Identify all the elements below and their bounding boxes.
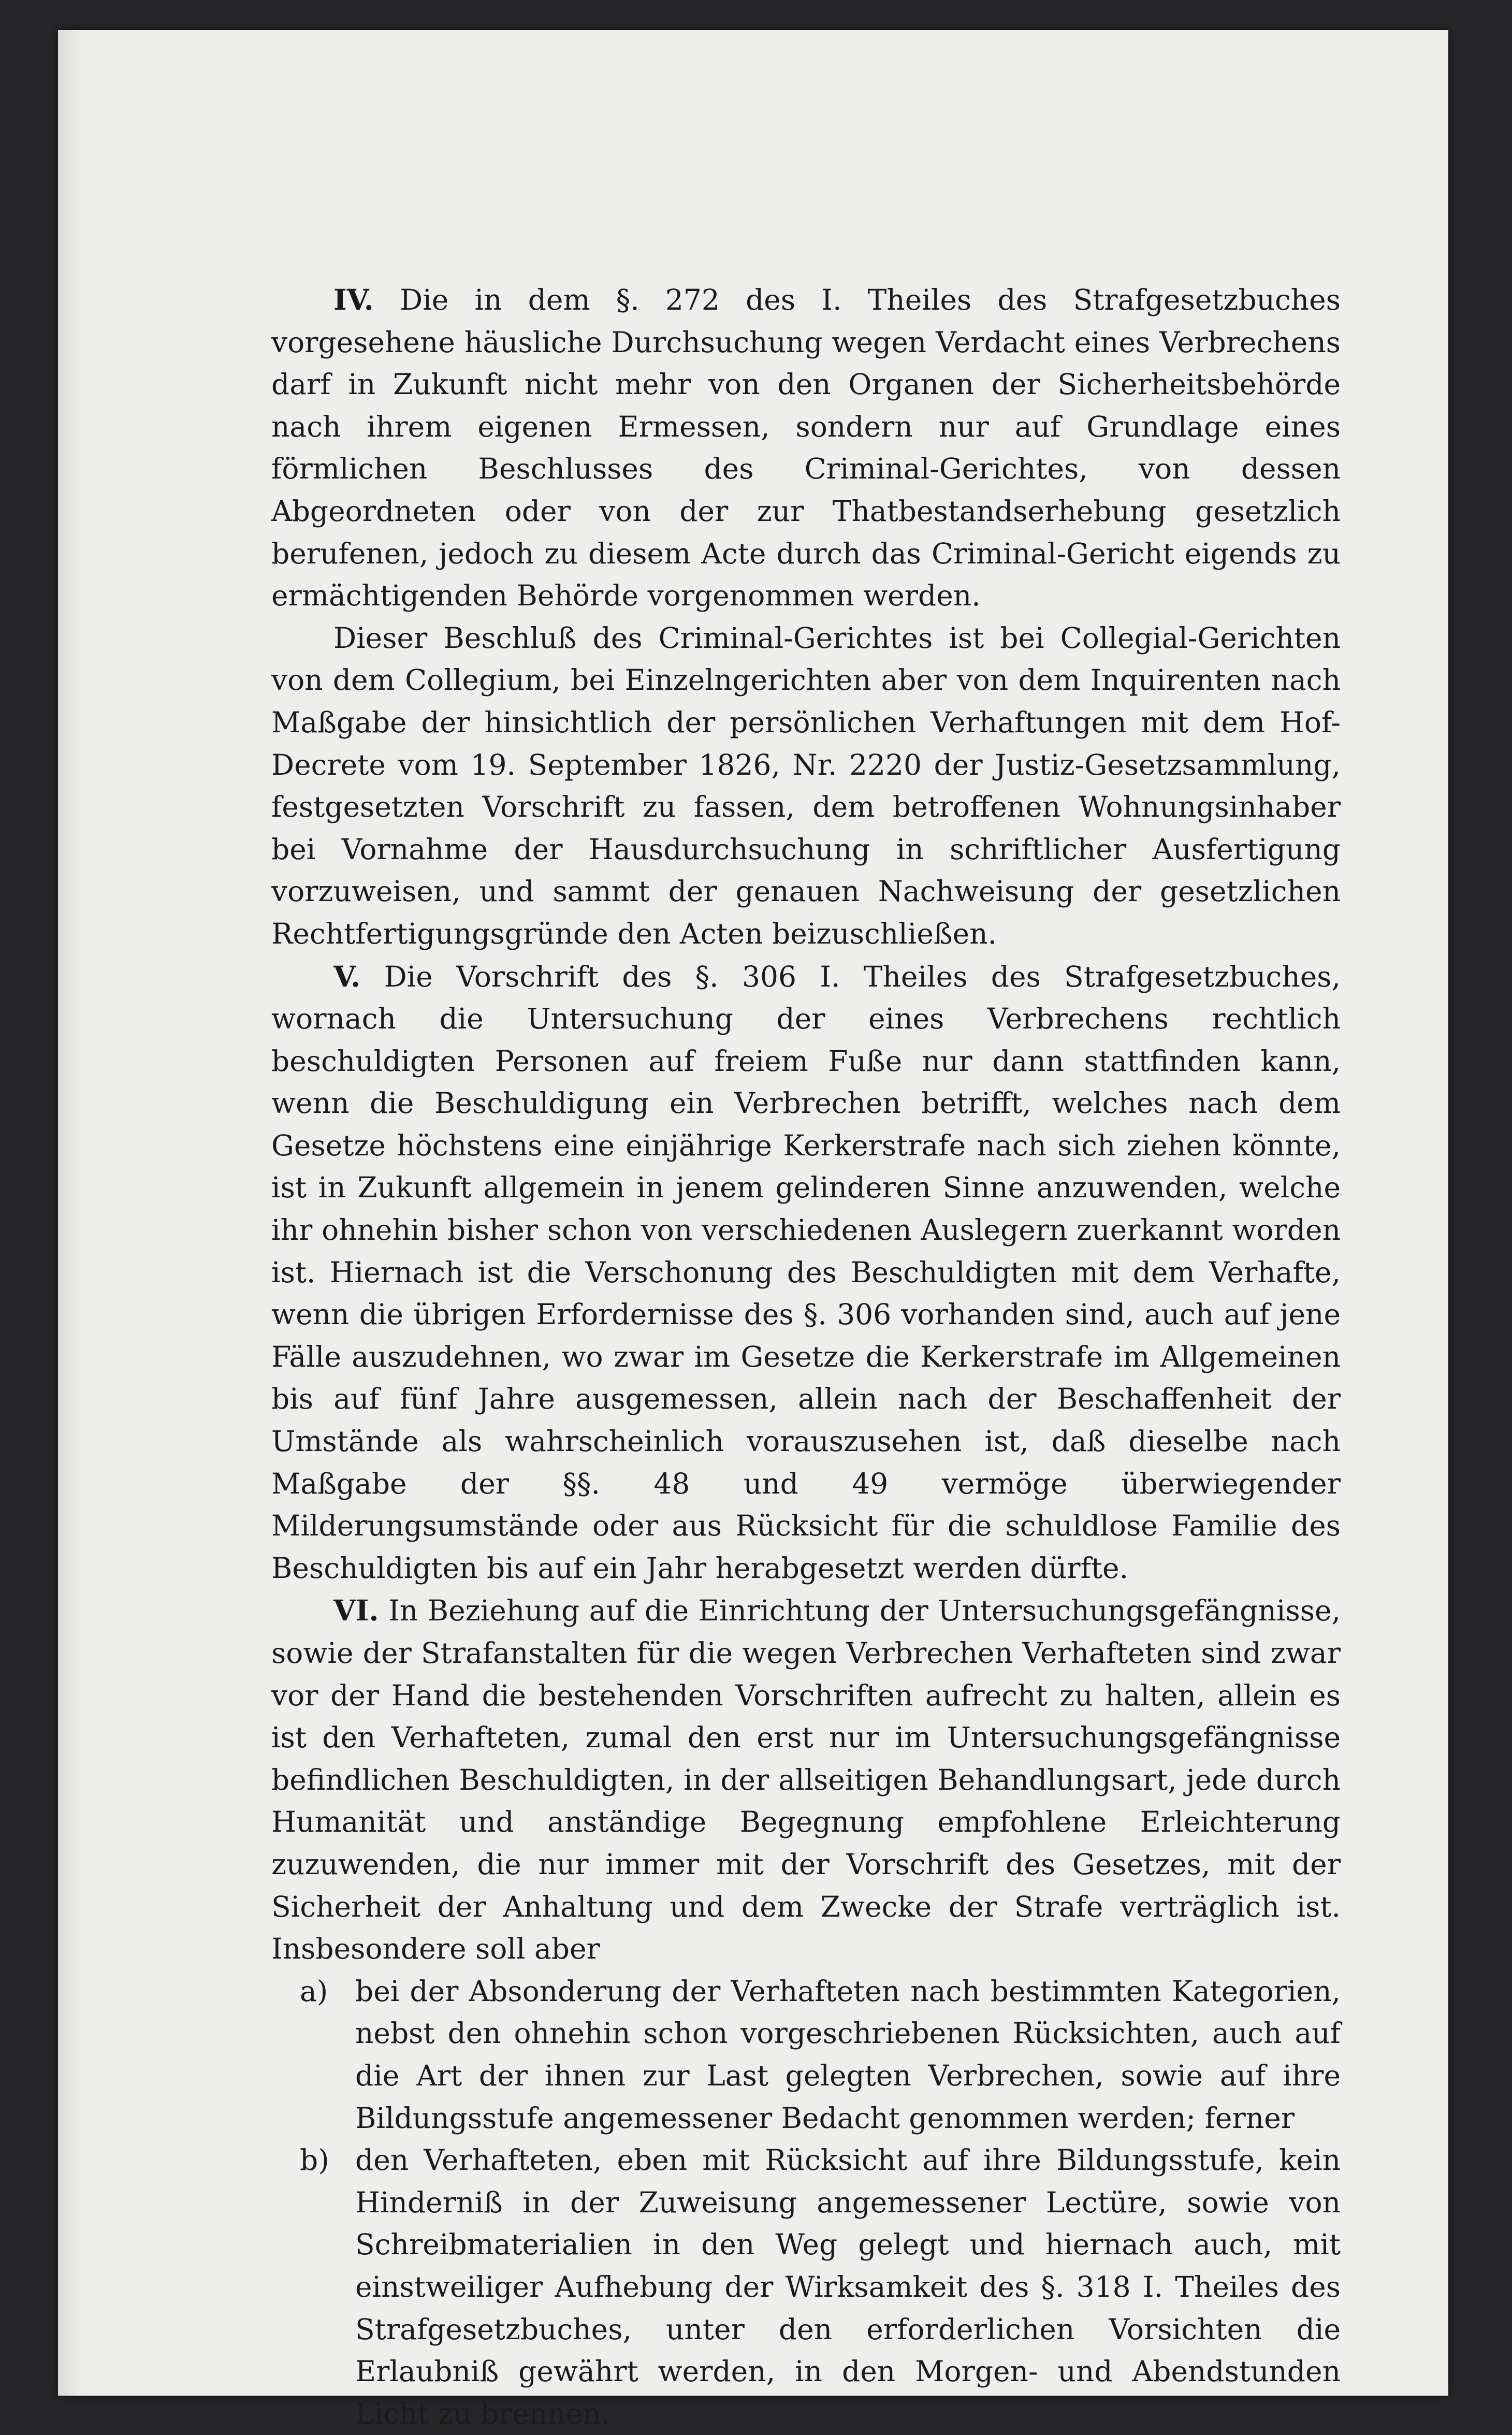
paragraph-iv [271,279,1341,617]
list-marker: a) [300,1974,328,2008]
paragraph-text: Die Vorschrift des §. 306 I. Theiles des Strafgesetzbuches, wornach die Untersuchung der eines Verbrechens rechtlich beschuldigten Personen auf freiem Fuße nur dann stattfinden kann, wenn die Beschuldigung ein Verbrechen betrifft, welches nach dem Gesetze höchstens eine einjährige Kerkerstrafe nach sich ziehen könnte, ist in Zukunft allgemein in jenem gelinderen Sinne anzuwenden, welche ihr ohnehin bisher schon von verschiedenen Auslegern zuerkannt worden ist. Hiernach ist die Verschonung des Beschuldigten mit dem Verhafte, wenn die übrigen Erfordernisse des §. 306 vorhanden sind, auch auf jene Fälle auszudehnen, wo zwar im Gesetze die Kerkerstrafe im Allgemeinen bis auf fünf Jahre ausgemessen, allein nach der Beschaffenheit der Umstände als wahrscheinlich vorauszusehen ist, daß dieselbe nach Maßgabe der §§. 48 und 49 vermöge überwiegender Milderungsumstände oder aus Rücksicht für die schuldlose Familie des Beschuldigten bis auf ein Jahr herabgesetzt werden dürfte. [271,960,1341,1585]
list-item-a [271,1970,1341,2139]
paragraph-iv-continued [271,617,1341,955]
section-number: IV. [333,283,374,316]
document-page [58,30,1448,2430]
list-item-text: den Verhafteten, eben mit Rücksicht auf ihre Bildungsstufe, kein Hinderniß in der Zuweisung angemessener Lectüre, sowie von Schreibmaterialien in den Weg gelegt und hiernach auch, mit einstweiliger Aufhebung der Wirksamkeit des §. 318 I. Theiles des Strafgesetzbuches, unter den erforderlichen Vorsichten die Erlaubniß gewährt werden, in den Morgen- und Abendstunden Licht zu brennen. [355,2143,1341,2430]
paragraph-text: Dieser Beschluß des Criminal-Gerichtes ist bei Collegial-Gerichten von dem Collegium, bei Einzelngerichten aber von dem Inquirenten nach Maßgabe der hinsichtlich der persönlichen Verhaftungen mit dem Hof-Decrete vom 19. September 1826, Nr. 2220 der Justiz-Gesetzsammlung, festgesetzten Vorschrift zu fassen, dem betroffenen Wohnungsinhaber bei Vornahme der Hausdurchsuchung in schriftlicher Ausfertigung vorzuweisen, und sammt der genauen Nachweisung der gesetzlichen Rechtfertigungsgründe den Acten beizuschließen. [271,621,1341,950]
section-number: VI. [333,1593,379,1628]
section-number: V. [333,959,361,993]
paragraph-v [271,955,1341,1590]
list-item-b [271,2139,1341,2435]
paragraph-text: In Beziehung auf die Einrichtung der Untersuchungsgefängnisse, sowie der Strafanstalten für die wegen Verbrechen Verhafteten sind zwar vor der Hand die bestehenden Vorschriften aufrecht zu halten, allein es ist den Verhafteten, zumal den erst nur im Untersuchungsgefängnisse befindlichen Beschuldigten, in der allseitigen Behandlungsart, jede durch Humanität und anständige Begegnung empfohlene Erleichterung zuzuwenden, die nur immer mit der Vorschrift des Gesetzes, mit der Sicherheit der Anhaltung und dem Zwecke der Strafe verträglich ist. Insbesondere soll aber [271,1594,1341,1966]
paragraph-text: Die in dem §. 272 des I. Theiles des Strafgesetzbuches vorgesehene häusliche Durchsuchung wegen Verdacht eines Verbrechens darf in Zukunft nicht mehr von den Organen der Sicherheitsbehörde nach ihrem eigenen Ermessen, sondern nur auf Grundlage eines förmlichen Beschlusses des Criminal-Gerichtes, von dessen Abgeordneten oder von der zur Thatbestandserhebung gesetzlich berufenen, jedoch zu diesem Acte durch das Criminal-Gericht eigends zu ermächtigenden Behörde vorgenommen werden. [271,283,1341,613]
paragraph-vi [271,1589,1341,1970]
list-marker: b) [300,2143,329,2177]
page-shadow-edge [58,30,94,2396]
document-body [271,279,1341,2435]
list-item-text: bei der Absonderung der Verhafteten nach bestimmten Kategorien, nebst den ohnehin schon vorgeschriebenen Rücksichten, auch auf die Art der ihnen zur Last gelegten Verbrechen, sowie auf ihre Bildungsstufe angemessener Bedacht genommen werden; ferner [355,1974,1341,2135]
